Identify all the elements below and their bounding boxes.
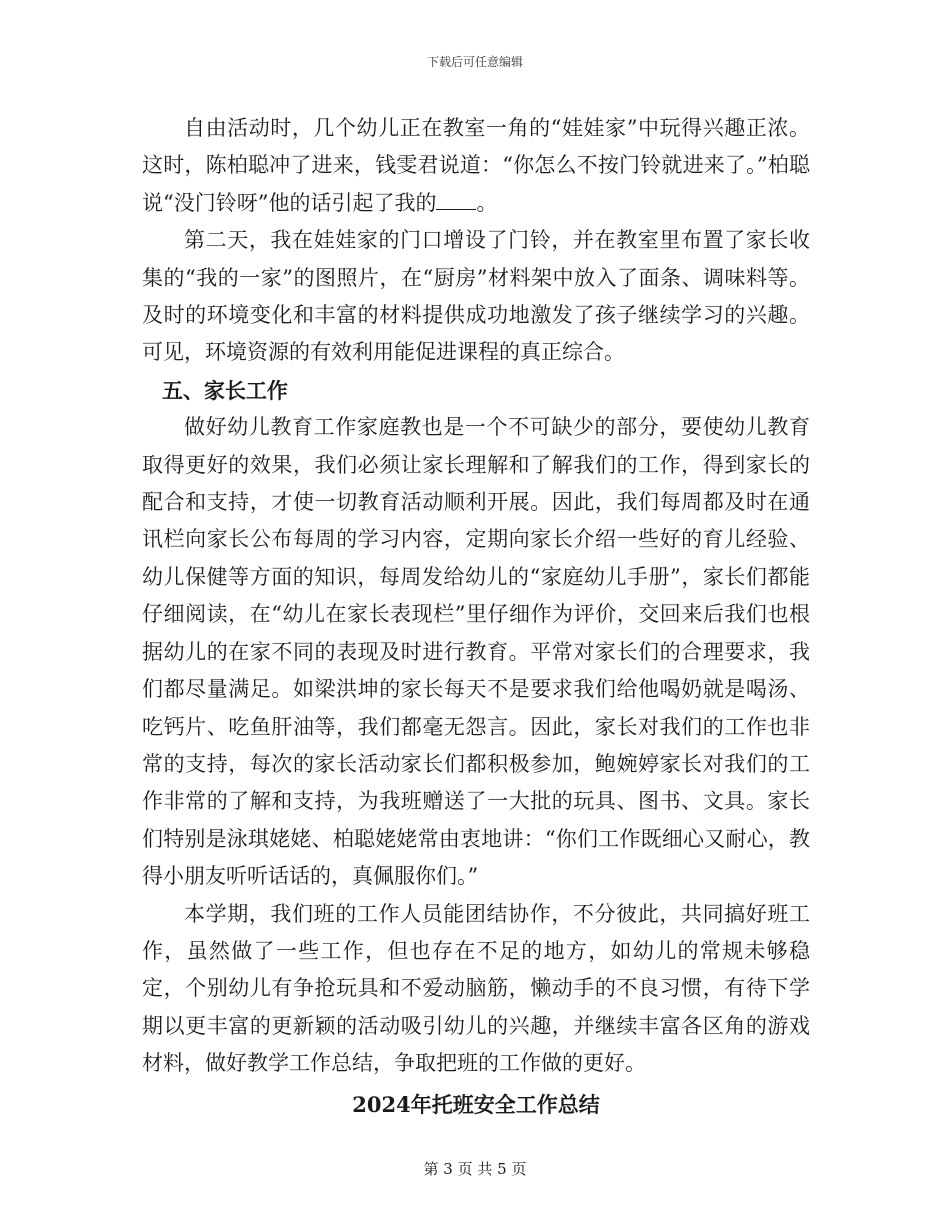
paragraph-text: 自由活动时，几个幼儿正在教室一角的“娃娃家”中玩得兴趣正浓。这时，陈柏聪冲了进来，钱雯君说道：“你怎么不按门铃就进来了。”柏聪说“没门铃呀”他的话引起了我的 [142, 116, 810, 215]
section-heading-parent-work: 五、家长工作 [161, 377, 288, 403]
next-document-title: 2024年托班安全工作总结 [352, 1091, 600, 1117]
page-header-note: 下载后可任意编辑 [426, 55, 523, 69]
fill-in-blank [436, 191, 476, 210]
page-number: 第 3 页 共 5 页 [423, 1160, 527, 1178]
paragraph-semester-summary: 本学期，我们班的工作人员能团结协作，不分彼此，共同搞好班工作，虽然做了一些工作，但也存在不足的地方，如幼儿的常规未够稳定，个别幼儿有争抢玩具和不爱动脑筋，懒动手的不良习惯，有待下学期以更丰富的更新颖的活动吸引幼儿的兴趣，并继续丰富各区角的游戏材料，做好教学工作总结，争取把班的工作做的更好。 [142, 901, 810, 1076]
paragraph-doll-house [142, 110, 810, 222]
paragraph-text-end: 。 [476, 190, 498, 215]
paragraph-next-day: 第二天，我在娃娃家的门口增设了门铃，并在教室里布置了家长收集的“我的一家”的图照片，在“厨房”材料架中放入了面条、调味料等。及时的环境变化和丰富的材料提供成功地激发了孩子继续学习的兴趣。可见，环境资源的有效利用能促进课程的真正综合。 [142, 228, 810, 365]
paragraph-parent-work: 做好幼儿教育工作家庭教也是一个不可缺少的部分，要使幼儿教育取得更好的效果，我们必须让家长理解和了解我们的工作，得到家长的配合和支持，才使一切教育活动顺利开展。因此，我们每周都及时在通讯栏向家长公布每周的学习内容，定期向家长介绍一些好的育儿经验、幼儿保健等方面的知识，每周发给幼儿的“家庭幼儿手册”，家长们都能仔细阅读，在“幼儿在家长表现栏”里仔细作为评价，交回来后我们也根据幼儿的在家不同的表现及时进行教育。平常对家长们的合理要求，我们都尽量满足。如梁洪坤的家长每天不是要求我们给他喝奶就是喝汤、吃钙片、吃鱼肝油等，我们都毫无怨言。因此，家长对我们的工作也非常的支持，每次的家长活动家长们都积极参加，鲍婉婷家长对我们的工作非常的了解和支持，为我班赠送了一大批的玩具、图书、文具。家长们特别是泳琪姥姥、柏聪姥姥常由衷地讲：“你们工作既细心又耐心，教得小朋友听听话话的，真佩服你们。” [142, 415, 810, 889]
document-body [142, 110, 810, 1123]
